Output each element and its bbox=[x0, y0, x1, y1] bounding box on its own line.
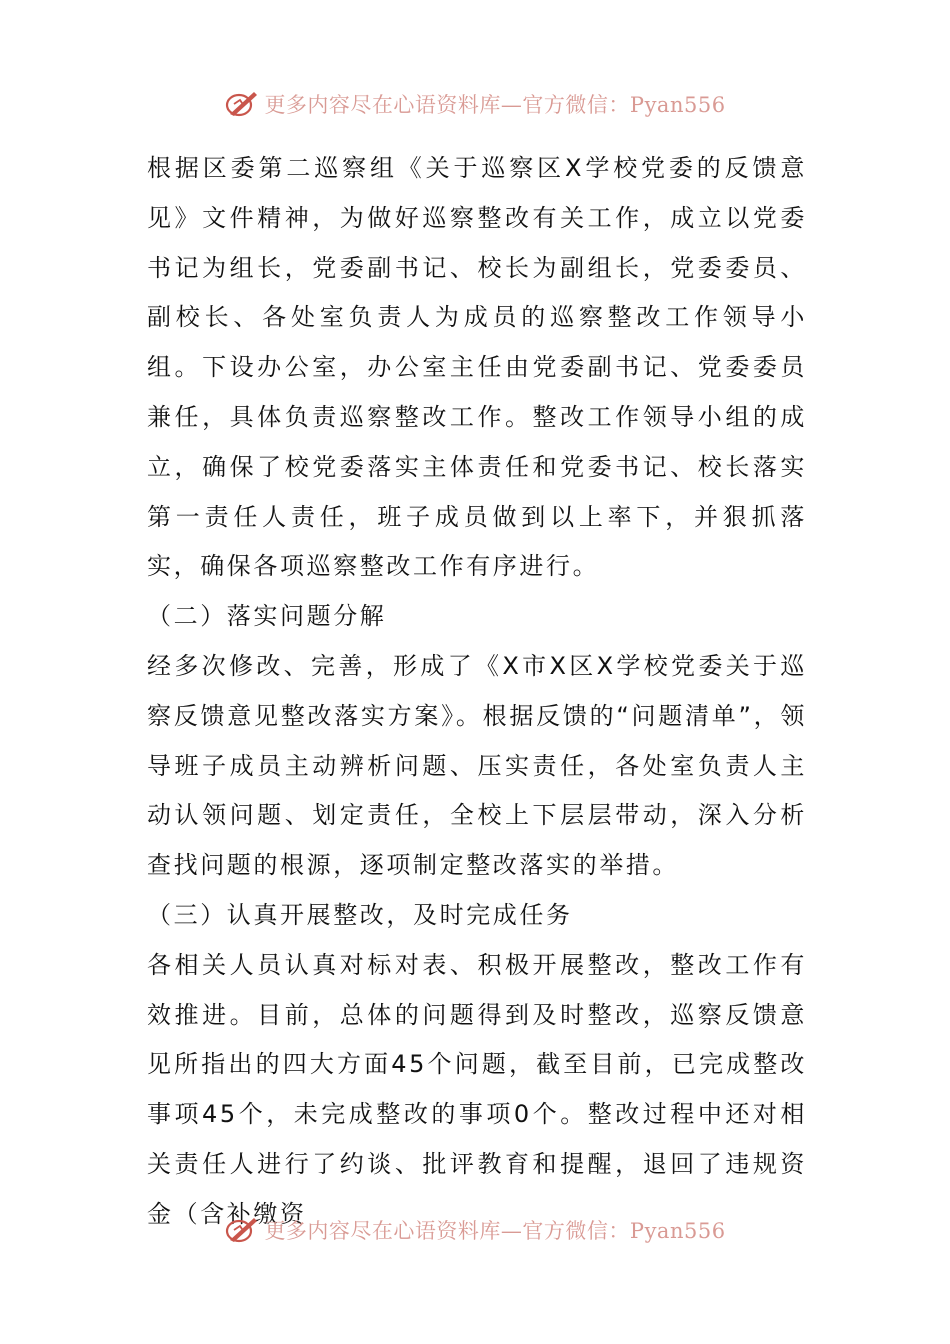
section-heading-problem-breakdown: （二）落实问题分解 bbox=[147, 602, 387, 631]
watermark-text: 更多内容尽在心语资料库—官方微信：Pyan556 bbox=[264, 1219, 726, 1243]
paragraph-rectification: 各相关人员认真对标对表、积极开展整改，整改工作有效推进。目前，总体的问题得到及时整改，巡察反馈意见所指出的四大方面45个问题，截至目前，已完成整改事项45个，未完成整改的事项0个。整改过程中还对相关责任人进行了约谈、批评教育和提醒，退回了违规资金（含补缴资 bbox=[147, 950, 807, 1228]
section-heading-rectification: （三）认真开展整改，及时完成任务 bbox=[147, 900, 573, 929]
watermark-text: 更多内容尽在心语资料库—官方微信：Pyan556 bbox=[264, 93, 726, 117]
pen-logo-icon bbox=[224, 88, 260, 120]
paragraph-leadership-group: 根据区委第二巡察组《关于巡察区X学校党委的反馈意见》文件精神，为做好巡察整改有关工作，成立以党委书记为组长，党委副书记、校长为副组长，党委委员、副校长、各处室负责人为成员的巡察整改工作领导小组。下设办公室，办公室主任由党委副书记、党委委员兼任，具体负责巡察整改工作。整改工作领导小组的成立，确保了校党委落实主体责任和党委书记、校长落实第一责任人责任，班子成员做到以上率下，并狠抓落实，确保各项巡察整改工作有序进行。 bbox=[147, 154, 807, 581]
paragraph-problem-breakdown: 经多次修改、完善，形成了《X市X区X学校党委关于巡察反馈意见整改落实方案》。根据反馈的“问题清单”，领导班子成员主动辨析问题、压实责任，各处室负责人主动认领问题、划定责任，全校上下层层带动，深入分析查找问题的根源，逐项制定整改落实的举措。 bbox=[147, 651, 807, 880]
pen-logo-icon bbox=[224, 1214, 260, 1246]
watermark-banner-top bbox=[0, 82, 950, 126]
document-body bbox=[147, 144, 807, 1240]
watermark-banner-bottom bbox=[0, 1208, 950, 1252]
